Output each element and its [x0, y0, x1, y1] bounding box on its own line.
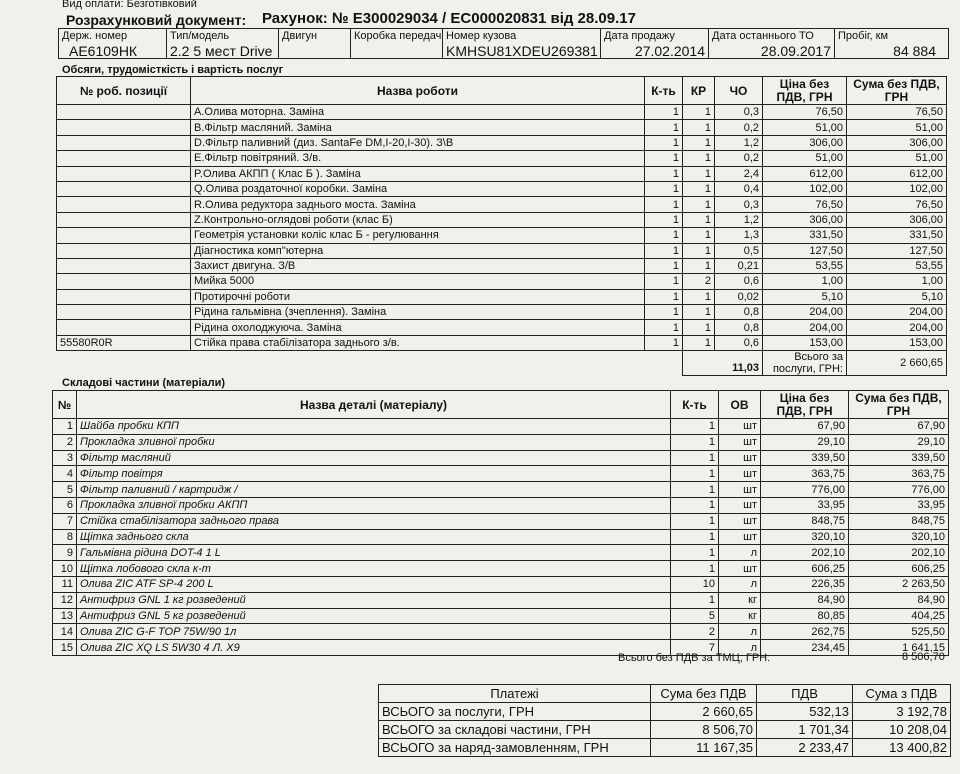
service-price: 153,00: [763, 335, 847, 350]
part-name: Щітка заднього скла: [77, 529, 671, 545]
vehicle-info-table: [58, 28, 949, 59]
service-position: [57, 320, 191, 335]
service-price: 5,10: [763, 289, 847, 304]
service-price: 76,50: [763, 105, 847, 120]
part-number: 11: [53, 576, 77, 592]
service-price: 306,00: [763, 135, 847, 150]
part-qty: 7: [671, 640, 719, 656]
part-row: [53, 419, 949, 435]
part-name: Фільтр паливний / картридж /: [77, 482, 671, 498]
part-sum: 2 263,50: [849, 576, 949, 592]
service-hours: 1,2: [715, 135, 763, 150]
service-position: [57, 197, 191, 212]
service-row: [57, 135, 947, 150]
part-row: [53, 624, 949, 640]
service-kr: 1: [683, 181, 715, 196]
service-price: 612,00: [763, 166, 847, 181]
payments-header-label: Платежі: [379, 685, 651, 703]
parts-total-value: 8 506,70: [902, 651, 945, 663]
service-position: [57, 305, 191, 320]
part-name: Антифриз GNL 1 кг розведений: [77, 592, 671, 608]
model-value: 2.2 5 мест Drive: [167, 43, 279, 59]
part-row: [53, 450, 949, 466]
gearbox-label: Коробка передач: [351, 29, 443, 44]
services-section-title: Обсяги, трудомісткість і вартість послуг: [62, 64, 284, 76]
service-name: E.Фільтр повітряний. З/в.: [191, 151, 645, 166]
part-name: Олива ZIC ATF SP-4 200 L: [77, 576, 671, 592]
payment-gross: 3 192,78: [853, 703, 951, 721]
service-row: [57, 197, 947, 212]
payment-vat: 532,13: [757, 703, 853, 721]
service-name: Діагностика комп''ютерна: [191, 243, 645, 258]
service-qty: 1: [645, 120, 683, 135]
service-name: Геометрія установки коліс клас Б - регулювання: [191, 228, 645, 243]
mileage-label: Пробіг, км: [835, 29, 949, 44]
service-name: B.Фільтр масляний. Заміна: [191, 120, 645, 135]
service-kr: 1: [683, 120, 715, 135]
service-name: Стійка права стабілізатора заднього з/в.: [191, 335, 645, 350]
part-qty: 1: [671, 513, 719, 529]
service-name: Рідина охолоджуюча. Заміна: [191, 320, 645, 335]
payment-net: 2 660,65: [651, 703, 757, 721]
col-hours: ЧО: [715, 77, 763, 105]
part-price: 606,25: [761, 561, 849, 577]
part-unit: шт: [719, 513, 761, 529]
service-kr: 1: [683, 166, 715, 181]
service-sum: 76,50: [847, 105, 947, 120]
service-row: [57, 181, 947, 196]
vin-label: Номер кузова: [443, 29, 601, 44]
part-name: Фільтр повітря: [77, 466, 671, 482]
service-hours: 0,3: [715, 197, 763, 212]
service-hours: 0,5: [715, 243, 763, 258]
service-name: Мийка 5000: [191, 274, 645, 289]
payment-vat: 2 233,47: [757, 739, 853, 757]
part-unit: л: [719, 624, 761, 640]
part-name: Олива ZIC XQ LS 5W30 4 Л. X9: [77, 640, 671, 656]
gearbox-value: [351, 43, 443, 59]
part-sum: 776,00: [849, 482, 949, 498]
service-hours: 0,6: [715, 274, 763, 289]
col-work-name: Назва роботи: [191, 77, 645, 105]
service-qty: 1: [645, 151, 683, 166]
payment-row: [379, 721, 951, 739]
part-qty: 1: [671, 450, 719, 466]
service-kr: 1: [683, 212, 715, 227]
service-hours: 0,8: [715, 320, 763, 335]
service-qty: 1: [645, 305, 683, 320]
part-number: 4: [53, 466, 77, 482]
service-row: [57, 212, 947, 227]
part-unit: л: [719, 545, 761, 561]
service-kr: 1: [683, 105, 715, 120]
part-sum: 363,75: [849, 466, 949, 482]
service-name: Рідина гальмівна (зчеплення). Заміна: [191, 305, 645, 320]
part-unit: шт: [719, 482, 761, 498]
service-sum: 102,00: [847, 181, 947, 196]
mileage-value: 84 884: [835, 43, 949, 59]
part-number: 12: [53, 592, 77, 608]
service-kr: 1: [683, 305, 715, 320]
part-row: [53, 640, 949, 656]
service-sum: 331,50: [847, 228, 947, 243]
services-total-hours: 11,03: [683, 351, 763, 376]
service-sum: 5,10: [847, 289, 947, 304]
payment-type: Вид оплати: Безготівковий: [62, 0, 197, 10]
service-kr: 1: [683, 228, 715, 243]
part-number: 1: [53, 419, 77, 435]
sale-date-label: Дата продажу: [601, 29, 709, 44]
part-name: Шайба пробки КПП: [77, 419, 671, 435]
col-part-name: Назва деталі (матеріалу): [77, 391, 671, 419]
service-kr: 1: [683, 320, 715, 335]
payment-label: ВСЬОГО за послуги, ГРН: [379, 703, 651, 721]
service-sum: 51,00: [847, 151, 947, 166]
service-name: A.Олива моторна. Заміна: [191, 105, 645, 120]
col-qty: К-ть: [645, 77, 683, 105]
part-sum: 1 641,15: [849, 640, 949, 656]
part-name: Прокладка зливної пробки: [77, 434, 671, 450]
service-position: [57, 228, 191, 243]
service-qty: 1: [645, 289, 683, 304]
part-number: 8: [53, 529, 77, 545]
part-row: [53, 608, 949, 624]
service-qty: 1: [645, 274, 683, 289]
part-price: 262,75: [761, 624, 849, 640]
document-title: Розрахунковий документ:: [66, 12, 247, 28]
plate-label: Держ. номер: [59, 29, 167, 44]
payment-row: [379, 739, 951, 757]
part-number: 9: [53, 545, 77, 561]
service-position: [57, 258, 191, 273]
payment-gross: 10 208,04: [853, 721, 951, 739]
service-name: Захист двигуна. З/В: [191, 258, 645, 273]
service-kr: 1: [683, 151, 715, 166]
part-number: 13: [53, 608, 77, 624]
service-row: [57, 305, 947, 320]
part-row: [53, 561, 949, 577]
part-unit: шт: [719, 529, 761, 545]
service-position: [57, 274, 191, 289]
service-position: [57, 166, 191, 181]
part-price: 339,50: [761, 450, 849, 466]
part-qty: 1: [671, 482, 719, 498]
part-qty: 1: [671, 466, 719, 482]
part-row: [53, 592, 949, 608]
service-name: Протирочні роботи: [191, 289, 645, 304]
part-unit: кг: [719, 592, 761, 608]
service-hours: 0,2: [715, 151, 763, 166]
last-service-value: 28.09.2017: [709, 43, 835, 59]
part-sum: 84,90: [849, 592, 949, 608]
col-position: № роб. позиції: [57, 77, 191, 105]
part-price: 234,45: [761, 640, 849, 656]
sale-date-value: 27.02.2014: [601, 43, 709, 59]
service-qty: 1: [645, 166, 683, 181]
part-unit: кг: [719, 608, 761, 624]
part-price: 29,10: [761, 434, 849, 450]
service-row: [57, 320, 947, 335]
service-hours: 0,21: [715, 258, 763, 273]
payments-header-vat: ПДВ: [757, 685, 853, 703]
service-position: [57, 289, 191, 304]
part-number: 3: [53, 450, 77, 466]
part-row: [53, 545, 949, 561]
payment-net: 11 167,35: [651, 739, 757, 757]
service-qty: 1: [645, 228, 683, 243]
service-hours: 2,4: [715, 166, 763, 181]
service-qty: 1: [645, 320, 683, 335]
vin-value: KMHSU81XDEU269381: [443, 43, 601, 59]
service-row: [57, 289, 947, 304]
service-price: 51,00: [763, 120, 847, 135]
services-total-value: 2 660,65: [847, 351, 947, 376]
model-label: Тип/модель: [167, 29, 279, 44]
payments-header-net: Сума без ПДВ: [651, 685, 757, 703]
part-unit: шт: [719, 419, 761, 435]
service-kr: 1: [683, 243, 715, 258]
service-row: [57, 274, 947, 289]
part-price: 320,10: [761, 529, 849, 545]
parts-table: [52, 390, 949, 656]
part-sum: 404,25: [849, 608, 949, 624]
service-hours: 1,2: [715, 212, 763, 227]
part-row: [53, 497, 949, 513]
part-unit: шт: [719, 450, 761, 466]
part-price: 67,90: [761, 419, 849, 435]
service-price: 102,00: [763, 181, 847, 196]
part-row: [53, 529, 949, 545]
part-number: 2: [53, 434, 77, 450]
col-unit: ОВ: [719, 391, 761, 419]
service-hours: 0,6: [715, 335, 763, 350]
part-name: Щітка лобового скла к-т: [77, 561, 671, 577]
service-qty: 1: [645, 181, 683, 196]
plate-value: АЕ6109НК: [59, 43, 167, 59]
service-position: [57, 212, 191, 227]
part-unit: шт: [719, 561, 761, 577]
service-name: D.Фільтр паливний (диз. SantaFe DM,I-20,I-30). З\В: [191, 135, 645, 150]
part-sum: 202,10: [849, 545, 949, 561]
payment-gross: 13 400,82: [853, 739, 951, 757]
service-price: 53,55: [763, 258, 847, 273]
col-number: №: [53, 391, 77, 419]
part-unit: л: [719, 576, 761, 592]
services-table: [56, 76, 947, 376]
parts-total-label: Всього без ПДВ за ТМЦ, ГРН:: [618, 652, 771, 664]
part-sum: 29,10: [849, 434, 949, 450]
service-position: [57, 120, 191, 135]
service-name: Q.Олива роздаточної коробки. Заміна: [191, 181, 645, 196]
parts-section-title: Складові частини (матеріали): [62, 377, 226, 389]
service-row: [57, 166, 947, 181]
services-total-label: Всього за послуги, ГРН:: [763, 351, 847, 376]
part-sum: 848,75: [849, 513, 949, 529]
service-qty: 1: [645, 105, 683, 120]
service-hours: 1,3: [715, 228, 763, 243]
part-name: Олива ZIC G-F TOP 75W/90 1л: [77, 624, 671, 640]
col-kr: КР: [683, 77, 715, 105]
payments-table: [378, 684, 951, 757]
service-qty: 1: [645, 135, 683, 150]
part-qty: 1: [671, 529, 719, 545]
service-row: [57, 258, 947, 273]
service-kr: 1: [683, 289, 715, 304]
service-name: Z.Контрольно-оглядові роботи (клас Б): [191, 212, 645, 227]
service-name: R.Олива редуктора заднього моста. Заміна: [191, 197, 645, 212]
service-price: 127,50: [763, 243, 847, 258]
service-price: 51,00: [763, 151, 847, 166]
part-row: [53, 513, 949, 529]
service-position: [57, 181, 191, 196]
part-name: Прокладка зливної пробки АКПП: [77, 497, 671, 513]
service-position: [57, 151, 191, 166]
service-kr: 1: [683, 258, 715, 273]
service-hours: 0,3: [715, 105, 763, 120]
part-number: 10: [53, 561, 77, 577]
payment-net: 8 506,70: [651, 721, 757, 739]
part-price: 776,00: [761, 482, 849, 498]
service-position: [57, 135, 191, 150]
part-qty: 1: [671, 561, 719, 577]
payment-label: ВСЬОГО за наряд-замовленням, ГРН: [379, 739, 651, 757]
part-row: [53, 482, 949, 498]
part-qty: 1: [671, 545, 719, 561]
part-unit: шт: [719, 434, 761, 450]
part-qty: 1: [671, 497, 719, 513]
part-name: Антифриз GNL 5 кг розведений: [77, 608, 671, 624]
service-kr: 2: [683, 274, 715, 289]
part-price: 202,10: [761, 545, 849, 561]
part-unit: шт: [719, 466, 761, 482]
col-part-qty: К-ть: [671, 391, 719, 419]
service-qty: 1: [645, 212, 683, 227]
part-sum: 606,25: [849, 561, 949, 577]
part-name: Фільтр масляний: [77, 450, 671, 466]
service-price: 204,00: [763, 305, 847, 320]
service-sum: 76,50: [847, 197, 947, 212]
part-qty: 10: [671, 576, 719, 592]
part-price: 84,90: [761, 592, 849, 608]
service-sum: 127,50: [847, 243, 947, 258]
engine-label: Двигун: [279, 29, 351, 44]
service-price: 306,00: [763, 212, 847, 227]
part-price: 226,35: [761, 576, 849, 592]
col-sum: Сума без ПДВ, ГРН: [847, 77, 947, 105]
service-sum: 53,55: [847, 258, 947, 273]
service-price: 76,50: [763, 197, 847, 212]
part-price: 80,85: [761, 608, 849, 624]
service-sum: 306,00: [847, 212, 947, 227]
part-number: 14: [53, 624, 77, 640]
service-hours: 0,2: [715, 120, 763, 135]
service-position: [57, 105, 191, 120]
engine-value: [279, 43, 351, 59]
service-position: 55580R0R: [57, 335, 191, 350]
service-row: [57, 120, 947, 135]
service-name: P.Олива АКПП ( Клас Б ). Заміна: [191, 166, 645, 181]
service-row: [57, 105, 947, 120]
part-sum: 320,10: [849, 529, 949, 545]
part-price: 363,75: [761, 466, 849, 482]
invoice-number: Рахунок: № Е300029034 / ЕС000020831 від 28.09.17: [262, 10, 636, 27]
part-sum: 33,95: [849, 497, 949, 513]
part-sum: 525,50: [849, 624, 949, 640]
service-qty: 1: [645, 197, 683, 212]
payment-row: [379, 703, 951, 721]
payments-header-gross: Сума з ПДВ: [853, 685, 951, 703]
part-qty: 1: [671, 592, 719, 608]
part-name: Стійка стабілізатора заднього права: [77, 513, 671, 529]
part-sum: 339,50: [849, 450, 949, 466]
part-unit: шт: [719, 497, 761, 513]
service-qty: 1: [645, 243, 683, 258]
part-number: 7: [53, 513, 77, 529]
part-unit: л: [719, 640, 761, 656]
last-service-label: Дата останнього ТО: [709, 29, 835, 44]
service-row: [57, 151, 947, 166]
service-kr: 1: [683, 335, 715, 350]
service-qty: 1: [645, 258, 683, 273]
part-qty: 1: [671, 434, 719, 450]
part-row: [53, 576, 949, 592]
payment-label: ВСЬОГО за складові частини, ГРН: [379, 721, 651, 739]
service-sum: 612,00: [847, 166, 947, 181]
service-price: 331,50: [763, 228, 847, 243]
service-kr: 1: [683, 197, 715, 212]
service-row: [57, 335, 947, 350]
part-number: 15: [53, 640, 77, 656]
service-row: [57, 243, 947, 258]
service-hours: 0,02: [715, 289, 763, 304]
part-price: 33,95: [761, 497, 849, 513]
service-sum: 51,00: [847, 120, 947, 135]
part-name: Гальмівна рідина DOT-4 1 L: [77, 545, 671, 561]
service-hours: 0,4: [715, 181, 763, 196]
service-sum: 1,00: [847, 274, 947, 289]
col-price: Ціна без ПДВ, ГРН: [763, 77, 847, 105]
part-price: 848,75: [761, 513, 849, 529]
service-price: 1,00: [763, 274, 847, 289]
part-number: 6: [53, 497, 77, 513]
part-qty: 1: [671, 419, 719, 435]
payment-vat: 1 701,34: [757, 721, 853, 739]
part-qty: 5: [671, 608, 719, 624]
service-row: [57, 228, 947, 243]
part-row: [53, 434, 949, 450]
part-qty: 2: [671, 624, 719, 640]
service-hours: 0,8: [715, 305, 763, 320]
col-part-sum: Сума без ПДВ, ГРН: [849, 391, 949, 419]
service-sum: 306,00: [847, 135, 947, 150]
part-row: [53, 466, 949, 482]
part-sum: 67,90: [849, 419, 949, 435]
service-sum: 153,00: [847, 335, 947, 350]
service-sum: 204,00: [847, 305, 947, 320]
col-part-price: Ціна без ПДВ, ГРН: [761, 391, 849, 419]
service-qty: 1: [645, 335, 683, 350]
service-kr: 1: [683, 135, 715, 150]
service-sum: 204,00: [847, 320, 947, 335]
service-price: 204,00: [763, 320, 847, 335]
part-number: 5: [53, 482, 77, 498]
service-position: [57, 243, 191, 258]
